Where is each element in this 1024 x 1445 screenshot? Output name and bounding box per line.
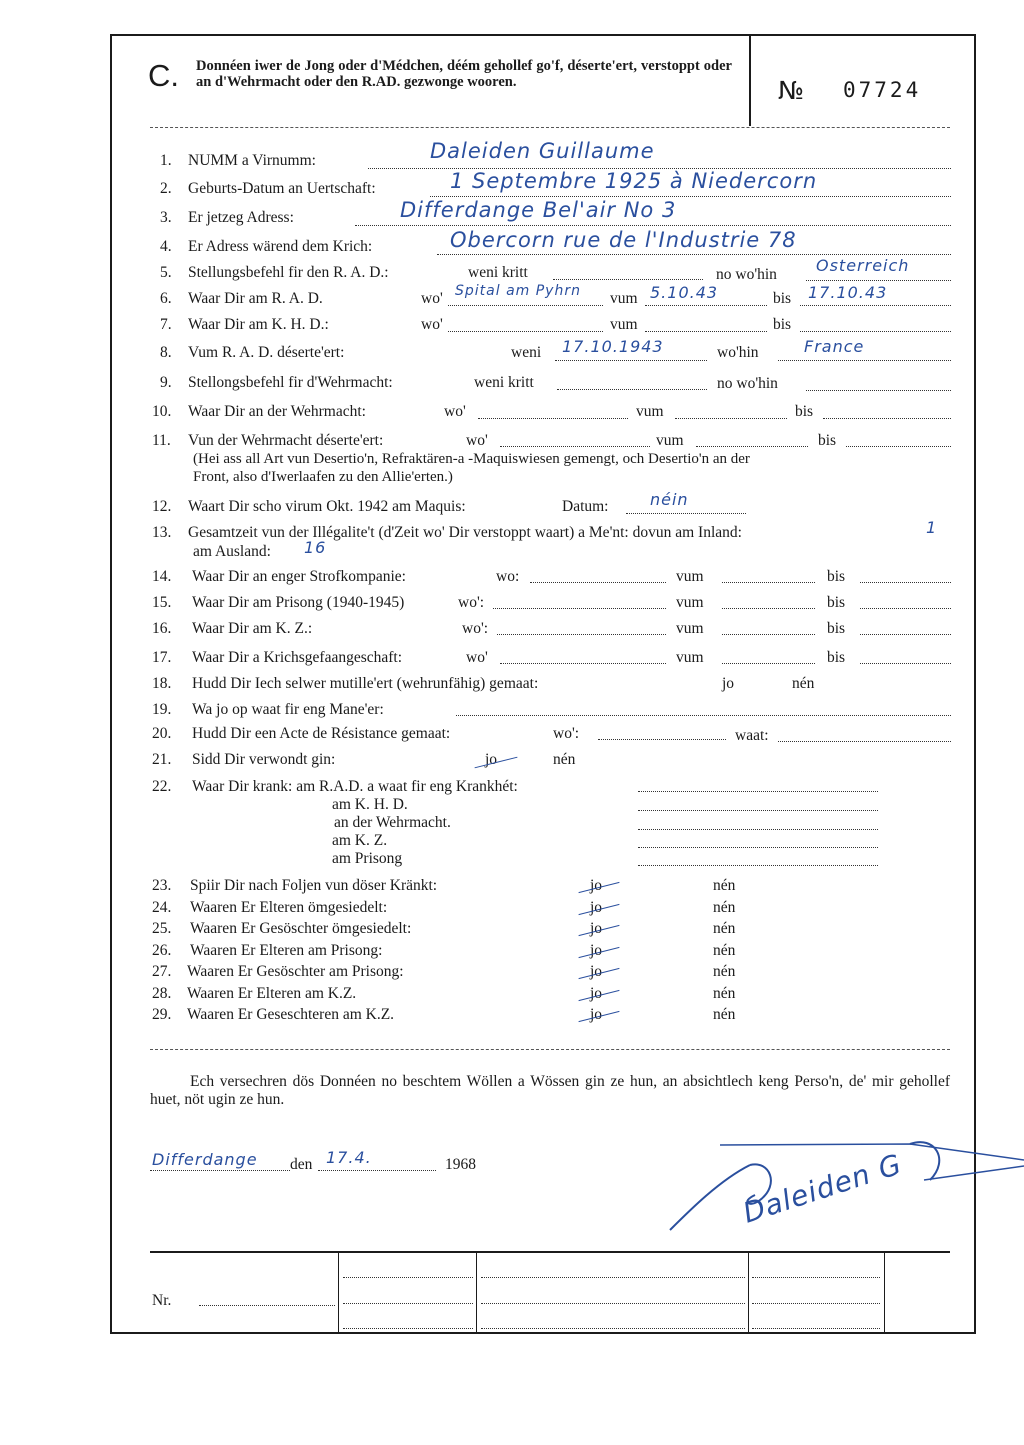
row-12-datum: Datum: — [562, 498, 609, 515]
row-13-ausland-value: 16 — [304, 538, 327, 557]
row-2-field-line — [430, 196, 951, 197]
row-27-nen: nén — [713, 963, 736, 980]
row-22-field-line-2 — [638, 810, 878, 811]
signature-place: Differdange — [152, 1150, 258, 1169]
row-19-field-line — [456, 715, 951, 716]
row-20-wo: wo': — [553, 725, 580, 742]
row-9-wohin-line — [806, 390, 951, 391]
signature-date-line — [318, 1170, 436, 1171]
row-10-bis-line — [823, 418, 951, 419]
row-12-label: Waart Dir scho virum Okt. 1942 am Maquis: — [188, 498, 466, 515]
row-15-wo: wo': — [458, 594, 485, 611]
row-26-jo: jo — [590, 942, 603, 959]
row-18-nen: nén — [792, 675, 815, 692]
row-14-bis-line — [860, 582, 951, 583]
row-14-label: Waar Dir an enger Strofkompanie: — [192, 568, 406, 585]
row-26-label: Waaren Er Elteren am Prisong: — [190, 942, 383, 959]
row-12-value: néin — [650, 490, 689, 509]
row-10-num: 10. — [152, 403, 172, 420]
row-22-num: 22. — [152, 778, 172, 795]
row-5-weni: weni kritt — [468, 264, 528, 281]
form-number: 07724 — [843, 78, 922, 102]
row-22-sub-4: am Prisong — [332, 850, 403, 867]
row-5-wohin-value: Osterreich — [816, 256, 910, 275]
row-8-label: Vum R. A. D. déserte'ert: — [188, 344, 345, 361]
row-22-field-line-5 — [638, 865, 878, 866]
row-6-vum-line — [645, 305, 767, 306]
row-12-num: 12. — [152, 498, 172, 515]
row-7-label: Waar Dir am K. H. D.: — [188, 316, 329, 333]
row-6-vum-value: 5.10.43 — [650, 283, 719, 302]
row-6-wo-line — [448, 305, 603, 306]
row-8-weni: weni — [511, 344, 542, 361]
footer-col-4 — [884, 1251, 885, 1333]
row-7-vum-line — [645, 331, 767, 332]
row-8-wohin-value: France — [804, 337, 865, 356]
row-14-num: 14. — [152, 568, 172, 585]
row-11-label: Vun der Wehrmacht déserte'ert: — [188, 432, 384, 449]
row-7-vum: vum — [610, 316, 638, 333]
row-10-bis: bis — [795, 403, 814, 420]
footer-col-1 — [338, 1251, 339, 1333]
footer-cell-line-2b — [481, 1303, 745, 1304]
signature-den: den — [290, 1156, 313, 1173]
row-26-nen: nén — [713, 942, 736, 959]
row-8-weni-line — [555, 360, 707, 361]
row-23-num: 23. — [152, 877, 172, 894]
row-14-wo: wo: — [496, 568, 520, 585]
row-28-jo: jo — [590, 985, 603, 1002]
row-1-label: NUMM a Virnumm: — [188, 152, 316, 169]
row-14-vum: vum — [676, 568, 704, 585]
declaration-statement: Ech versechren dös Donnéen no beschtem Wöllen a Wössen gin ze hun, an absichtlech keng Perso'n, de' mir gehollef huet, nöt ugin ze hun. — [150, 1073, 950, 1108]
row-15-num: 15. — [152, 594, 172, 611]
row-11-vum: vum — [656, 432, 684, 449]
row-8-weni-value: 17.10.1943 — [562, 337, 664, 356]
signature-text: Daleiden G — [738, 1147, 906, 1230]
row-19-num: 19. — [152, 701, 172, 718]
row-13-label: Gesamtzeit vun der Illégalite't (d'Zeit wo' Dir verstoppt waart) a Me'nt: dovun am Inland: — [188, 524, 742, 541]
row-20-wo-line — [598, 739, 726, 740]
row-13-ausland: am Ausland: — [193, 543, 271, 560]
row-16-num: 16. — [152, 620, 172, 637]
row-6-bis-line — [800, 305, 951, 306]
row-16-bis-line — [860, 634, 951, 635]
row-15-bis: bis — [827, 594, 846, 611]
row-27-num: 27. — [152, 963, 172, 980]
footer-nr-line — [199, 1305, 335, 1306]
row-18-num: 18. — [152, 675, 172, 692]
footer-col-3 — [748, 1251, 749, 1333]
footer-cell-line-3a — [752, 1277, 880, 1278]
footer-top-border — [150, 1251, 950, 1253]
header-separator — [150, 127, 950, 128]
row-25-nen: nén — [713, 920, 736, 937]
row-18-label: Hudd Dir Iech selwer mutille'ert (wehrunfähig) gemaat: — [192, 675, 539, 692]
signature-place-line — [150, 1170, 290, 1171]
row-8-wohin-line — [778, 360, 951, 361]
row-3-num: 3. — [160, 209, 172, 226]
row-16-vum: vum — [676, 620, 704, 637]
row-23-label: Spiir Dir nach Foljen vun döser Kränkt: — [190, 877, 438, 894]
row-7-bis: bis — [773, 316, 792, 333]
footer-cell-line-1c — [343, 1328, 473, 1329]
row-16-wo: wo': — [462, 620, 489, 637]
row-6-wo-value: Spital am Pyhrn — [455, 283, 581, 299]
footer-cell-line-1b — [343, 1303, 473, 1304]
row-21-nen: nén — [553, 751, 576, 768]
row-21-jo: jo — [485, 751, 498, 768]
row-10-vum-line — [675, 418, 787, 419]
row-20-waat: waat: — [735, 727, 769, 744]
row-16-bis: bis — [827, 620, 846, 637]
row-9-num: 9. — [160, 374, 172, 391]
row-17-vum: vum — [676, 649, 704, 666]
form-title: Donnéen iwer de Jong oder d'Médchen, déém gehollef go'f, déserte'ert, verstoppt oder an d'Wehrmacht oder den R.AD. gezwonge wooren. — [196, 58, 732, 90]
row-5-weni-line — [553, 279, 703, 280]
row-24-jo: jo — [590, 899, 603, 916]
row-24-nen: nén — [713, 899, 736, 916]
row-7-wo: wo' — [421, 316, 443, 333]
row-22-sub-3: am K. Z. — [332, 832, 388, 849]
row-29-jo: jo — [590, 1006, 603, 1023]
row-23-nen: nén — [713, 877, 736, 894]
row-3-label: Er jetzeg Adress: — [188, 209, 294, 226]
row-15-label: Waar Dir am Prisong (1940-1945) — [192, 594, 405, 611]
row-20-label: Hudd Dir een Acte de Résistance gemaat: — [192, 725, 451, 742]
row-4-value: Obercorn rue de l'Industrie 78 — [450, 228, 797, 252]
row-29-num: 29. — [152, 1006, 172, 1023]
footer-cell-line-2c — [481, 1328, 745, 1329]
row-3-value: Differdange Bel'air No 3 — [400, 198, 677, 222]
row-6-label: Waar Dir am R. A. D. — [188, 290, 323, 307]
row-3-field-line — [355, 225, 951, 226]
row-22-field-line-1 — [638, 791, 878, 792]
row-25-num: 25. — [152, 920, 172, 937]
row-7-wo-line — [448, 331, 603, 332]
row-17-bis: bis — [827, 649, 846, 666]
row-9-weni-line — [557, 389, 707, 390]
row-6-wo: wo' — [421, 290, 443, 307]
signature-date: 17.4. — [326, 1148, 372, 1167]
row-6-vum: vum — [610, 290, 638, 307]
row-11-bis-line — [846, 446, 951, 447]
row-22-field-line-4 — [638, 847, 878, 848]
row-15-vum-line — [722, 608, 815, 609]
row-27-label: Waaren Er Gesöschter am Prisong: — [187, 963, 404, 980]
row-10-label: Waar Dir an der Wehrmacht: — [188, 403, 366, 420]
row-22-field-line-3 — [638, 829, 878, 830]
row-24-label: Waaren Er Elteren ömgesiedelt: — [190, 899, 388, 916]
row-5-num: 5. — [160, 264, 172, 281]
row-20-num: 20. — [152, 725, 172, 742]
row-16-label: Waar Dir am K. Z.: — [192, 620, 313, 637]
row-11-note-2: Front, also d'Iwerlaafen zu den Allie'erten.) — [193, 469, 453, 485]
row-14-vum-line — [722, 582, 815, 583]
row-17-label: Waar Dir a Krichsgefaangeschaft: — [192, 649, 403, 666]
row-25-jo: jo — [590, 920, 603, 937]
row-5-label: Stellungsbefehl fir den R. A. D.: — [188, 264, 389, 281]
row-22-sub-2: an der Wehrmacht. — [334, 814, 451, 831]
row-2-value: 1 Septembre 1925 à Niedercorn — [450, 169, 818, 193]
number-symbol: № — [778, 76, 805, 105]
row-16-vum-line — [722, 634, 815, 635]
row-9-label: Stellongsbefehl fir d'Wehrmacht: — [188, 374, 393, 391]
row-6-bis: bis — [773, 290, 792, 307]
row-21-label: Sidd Dir verwondt gin: — [192, 751, 336, 768]
row-10-wo-line — [478, 418, 628, 419]
row-5-wohin-line — [806, 280, 951, 281]
row-11-num: 11. — [152, 432, 171, 449]
row-28-label: Waaren Er Elteren am K.Z. — [187, 985, 357, 1002]
row-28-nen: nén — [713, 985, 736, 1002]
row-5-wohin: no wo'hin — [716, 266, 777, 283]
row-4-field-line — [437, 254, 951, 255]
header-divider — [749, 36, 751, 126]
row-26-num: 26. — [152, 942, 172, 959]
signature-year: 1968 — [445, 1156, 476, 1173]
row-17-wo-line — [500, 663, 666, 664]
row-15-bis-line — [860, 608, 951, 609]
row-20-waat-line — [778, 741, 951, 742]
row-16-wo-line — [497, 634, 666, 635]
row-17-wo: wo' — [466, 649, 488, 666]
row-25-label: Waaren Er Gesöschter ömgesiedelt: — [190, 920, 412, 937]
row-8-num: 8. — [160, 344, 172, 361]
row-6-num: 6. — [160, 290, 172, 307]
row-29-nen: nén — [713, 1006, 736, 1023]
row-13-num: 13. — [152, 524, 172, 541]
row-15-vum: vum — [676, 594, 704, 611]
footer-cell-line-2a — [481, 1277, 745, 1278]
row-11-vum-line — [696, 446, 808, 447]
row-9-wohin: no wo'hin — [717, 375, 778, 392]
row-23-jo: jo — [590, 877, 603, 894]
row-11-wo-line — [500, 446, 650, 447]
footer-cell-line-3c — [752, 1328, 880, 1329]
row-4-num: 4. — [160, 238, 172, 255]
row-22-label: Waar Dir krank: am R.A.D. a waat fir eng Krankhét: — [192, 778, 518, 795]
footer-col-2 — [476, 1251, 477, 1333]
statement-separator — [150, 1049, 950, 1050]
footer-cell-line-1a — [343, 1277, 473, 1278]
row-9-weni: weni kritt — [474, 374, 534, 391]
row-2-label: Geburts-Datum an Uertschaft: — [188, 180, 376, 197]
row-4-label: Er Adress wärend dem Krich: — [188, 238, 373, 255]
row-10-wo: wo' — [444, 403, 466, 420]
row-24-num: 24. — [152, 899, 172, 916]
row-11-bis: bis — [818, 432, 837, 449]
row-21-num: 21. — [152, 751, 172, 768]
row-19-label: Wa jo op waat fir eng Mane'er: — [192, 701, 384, 718]
footer-cell-line-3b — [752, 1303, 880, 1304]
row-8-wohin: wo'hin — [717, 344, 759, 361]
row-6-bis-value: 17.10.43 — [808, 283, 888, 302]
row-7-bis-line — [800, 331, 951, 332]
row-13-inland-value: 1 — [926, 518, 938, 537]
row-17-bis-line — [860, 663, 951, 664]
row-1-value: Daleiden Guillaume — [430, 139, 655, 163]
row-1-num: 1. — [160, 152, 172, 169]
row-27-jo: jo — [590, 963, 603, 980]
row-2-num: 2. — [160, 180, 172, 197]
row-15-wo-line — [493, 608, 666, 609]
row-12-datum-line — [626, 513, 746, 514]
footer-nr-label: Nr. — [152, 1292, 172, 1309]
row-28-num: 28. — [152, 985, 172, 1002]
row-17-vum-line — [722, 663, 815, 664]
row-18-jo: jo — [722, 675, 735, 692]
row-11-wo: wo' — [466, 432, 488, 449]
row-14-wo-line — [530, 582, 666, 583]
row-14-bis: bis — [827, 568, 846, 585]
row-10-vum: vum — [636, 403, 664, 420]
row-7-num: 7. — [160, 316, 172, 333]
row-17-num: 17. — [152, 649, 172, 666]
row-11-note-1: (Hei ass all Art vun Desertio'n, Refraktären-a -Maquiswiesen gemengt, och Desertio'n an der — [193, 451, 750, 467]
section-letter: C. — [148, 58, 179, 93]
row-22-sub-1: am K. H. D. — [332, 796, 408, 813]
row-29-label: Waaren Er Geseschteren am K.Z. — [187, 1006, 395, 1023]
